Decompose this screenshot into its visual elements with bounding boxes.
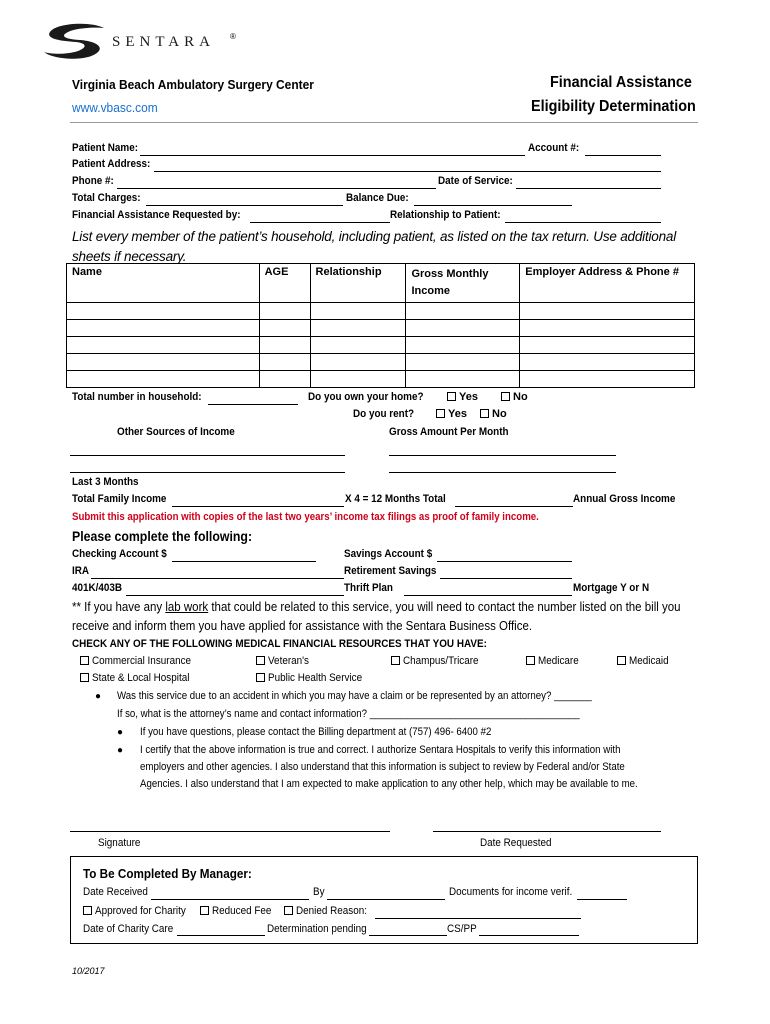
mortgage-label: Mortgage Y or N <box>573 582 650 594</box>
form-title-line1: Financial Assistance <box>550 74 692 91</box>
determination-field[interactable] <box>369 935 447 936</box>
gross-amount-field-2[interactable] <box>389 472 616 473</box>
resource-veterans[interactable]: Veteran's <box>256 655 314 667</box>
determination-label: Determination pending <box>267 923 367 935</box>
signature-field[interactable] <box>70 831 390 832</box>
relationship-field[interactable] <box>505 222 661 223</box>
questions-bullet-icon: ● <box>117 727 124 738</box>
annual-gross-label: Annual Gross Income <box>573 493 676 505</box>
rent-label: Do you rent? <box>353 408 415 420</box>
x4-label: X 4 = 12 Months Total <box>345 493 446 505</box>
patient-name-label: Patient Name: <box>72 142 139 154</box>
form-revision-date: 10/2017 <box>72 966 105 976</box>
household-table <box>66 263 695 388</box>
ira-field[interactable] <box>91 578 344 579</box>
date-received-field[interactable] <box>151 899 309 900</box>
org-name: Virginia Beach Ambulatory Surgery Center <box>72 77 314 92</box>
gross-amount-label: Gross Amount Per Month <box>389 426 509 438</box>
own-home-no[interactable]: No <box>501 391 528 403</box>
submit-note: Submit this application with copies of the last two years’ income tax filings as proof of family income. <box>72 511 539 523</box>
other-sources-label: Other Sources of Income <box>117 426 235 438</box>
total-family-income-label: Total Family Income <box>72 493 167 505</box>
balance-due-label: Balance Due: <box>346 192 409 204</box>
patient-name-field[interactable] <box>140 155 525 156</box>
resource-public-health[interactable]: Public Health Service <box>256 672 373 684</box>
savings-field[interactable] <box>437 561 572 562</box>
rent-no[interactable]: No <box>480 408 507 420</box>
gross-amount-field-1[interactable] <box>389 455 616 456</box>
certify-line1: I certify that the above information is true and correct. I authorize Sentara Hospitals to verify this information with <box>140 744 621 756</box>
checkbox-icon[interactable] <box>256 673 265 682</box>
401k-label: 401K/403B <box>72 582 123 594</box>
patient-address-field[interactable] <box>154 171 661 172</box>
col-header-employer: Employer Address & Phone # <box>520 264 695 303</box>
assets-heading: Please complete the following: <box>72 528 253 544</box>
checkbox-icon[interactable] <box>617 656 626 665</box>
resource-commercial[interactable]: Commercial Insurance <box>80 655 202 667</box>
resource-champus[interactable]: Champus/Tricare <box>391 655 487 667</box>
retirement-label: Retirement Savings <box>344 565 437 577</box>
rent-yes[interactable]: Yes <box>436 408 467 420</box>
lab-note-line2: receive and inform them you have applied for assistance with the Sentara Business Office. <box>72 619 533 633</box>
resource-medicare[interactable]: Medicare <box>526 655 583 667</box>
approved-option[interactable]: Approved for Charity <box>83 905 196 917</box>
resource-state-local[interactable]: State & Local Hospital <box>80 672 200 684</box>
header-divider <box>70 122 698 123</box>
savings-label: Savings Account $ <box>344 548 433 560</box>
checkbox-icon[interactable] <box>80 656 89 665</box>
certify-line2: employers and other agencies. I also understand that this information is subject to review by Federal and/or State <box>140 761 625 773</box>
dos-field[interactable] <box>516 188 661 189</box>
own-home-label: Do you own your home? <box>308 391 424 403</box>
accident-question: Was this service due to an accident in which you may have a claim or be represented by an attorney? _______ <box>117 690 592 702</box>
resource-medicaid[interactable]: Medicaid <box>617 655 673 667</box>
checking-field[interactable] <box>172 561 316 562</box>
registered-mark: ® <box>230 32 236 41</box>
last-3-months-label: Last 3 Months <box>72 476 139 488</box>
requested-by-label: Financial Assistance Requested by: <box>72 209 241 221</box>
date-requested-field[interactable] <box>433 831 661 832</box>
reduced-option[interactable]: Reduced Fee <box>200 905 278 917</box>
checkbox-icon[interactable] <box>526 656 535 665</box>
form-title-line2: Eligibility Determination <box>531 98 696 115</box>
charity-date-field[interactable] <box>177 935 265 936</box>
accident-bullet-icon: ● <box>95 691 102 702</box>
checkbox-icon[interactable] <box>391 656 400 665</box>
col-header-name: Name <box>67 264 260 303</box>
table-row[interactable] <box>67 320 695 337</box>
lab-work-text: lab work <box>165 600 209 614</box>
checkbox-icon[interactable] <box>447 392 456 401</box>
attorney-question: If so, what is the attorney’s name and contact information? _______________________________________ <box>117 708 580 720</box>
checkbox-icon[interactable] <box>200 906 209 915</box>
checkbox-icon[interactable] <box>284 906 293 915</box>
denied-option[interactable]: Denied Reason: <box>284 905 375 917</box>
thrift-field[interactable] <box>404 595 572 596</box>
total-household-label: Total number in household: <box>72 391 202 403</box>
col-header-age: AGE <box>259 264 310 303</box>
account-label: Account #: <box>528 142 580 154</box>
phone-field[interactable] <box>117 188 436 189</box>
checkbox-icon[interactable] <box>80 673 89 682</box>
by-label: By <box>313 886 325 898</box>
401k-field[interactable] <box>126 595 344 596</box>
balance-due-field[interactable] <box>414 205 572 206</box>
certify-bullet-icon: ● <box>117 745 124 756</box>
checkbox-icon[interactable] <box>436 409 445 418</box>
col-header-relationship: Relationship <box>310 264 406 303</box>
checkbox-icon[interactable] <box>83 906 92 915</box>
total-charges-field[interactable] <box>146 205 343 206</box>
date-requested-label: Date Requested <box>480 837 552 849</box>
retirement-field[interactable] <box>440 578 572 579</box>
manager-heading: To Be Completed By Manager: <box>83 866 252 881</box>
signature-label: Signature <box>98 837 141 849</box>
thrift-label: Thrift Plan <box>344 582 393 594</box>
col-header-gross-income: Gross Monthly Income <box>406 264 520 303</box>
cspp-field[interactable] <box>479 935 579 936</box>
phone-label: Phone #: <box>72 175 114 187</box>
household-instructions: List every member of the patient’s household, including patient, as listed on the tax return. Use additional sheets if necessary. <box>72 229 677 264</box>
table-row[interactable] <box>67 303 695 320</box>
table-header-row <box>67 264 695 303</box>
table-row[interactable] <box>67 371 695 388</box>
manager-section <box>70 856 698 944</box>
patient-address-label: Patient Address: <box>72 158 151 170</box>
total-household-field[interactable] <box>208 404 298 405</box>
own-home-yes[interactable]: Yes <box>447 391 478 403</box>
certify-line3: Agencies. I also understand that I am expected to make application to any other help, which may be available to me. <box>140 778 638 790</box>
ira-label: IRA <box>72 565 90 577</box>
table-row[interactable] <box>67 354 695 371</box>
twelve-month-field[interactable] <box>455 506 573 507</box>
checking-label: Checking Account $ <box>72 548 167 560</box>
dos-label: Date of Service: <box>438 175 513 187</box>
documents-field[interactable] <box>577 899 627 900</box>
denied-reason-field[interactable] <box>375 918 581 919</box>
total-family-income-field[interactable] <box>172 506 344 507</box>
relationship-label: Relationship to Patient: <box>390 209 501 221</box>
checkbox-icon[interactable] <box>501 392 510 401</box>
lab-note-line1: ** If you have any lab work that could be related to this service, you will need to contact the number listed on the bill you <box>72 600 681 614</box>
logo-wordmark: SENTARA <box>112 34 215 50</box>
other-source-field-1[interactable] <box>70 455 345 456</box>
checkbox-icon[interactable] <box>256 656 265 665</box>
account-field[interactable] <box>585 155 661 156</box>
date-received-label: Date Received <box>83 886 148 898</box>
table-row[interactable] <box>67 337 695 354</box>
questions-text: If you have questions, please contact the Billing department at (757) 496- 6400 #2 <box>140 726 492 738</box>
resources-heading: CHECK ANY OF THE FOLLOWING MEDICAL FINANCIAL RESOURCES THAT YOU HAVE: <box>72 638 487 650</box>
charity-date-label: Date of Charity Care <box>83 923 174 935</box>
cspp-label: CS/PP <box>447 923 477 935</box>
other-source-field-2[interactable] <box>70 472 345 473</box>
documents-label: Documents for income verif. <box>449 886 573 898</box>
sentara-swoosh-icon <box>42 22 108 62</box>
by-field[interactable] <box>327 899 445 900</box>
total-charges-label: Total Charges: <box>72 192 141 204</box>
checkbox-icon[interactable] <box>480 409 489 418</box>
requested-by-field[interactable] <box>250 222 390 223</box>
org-url[interactable]: www.vbasc.com <box>72 100 158 115</box>
